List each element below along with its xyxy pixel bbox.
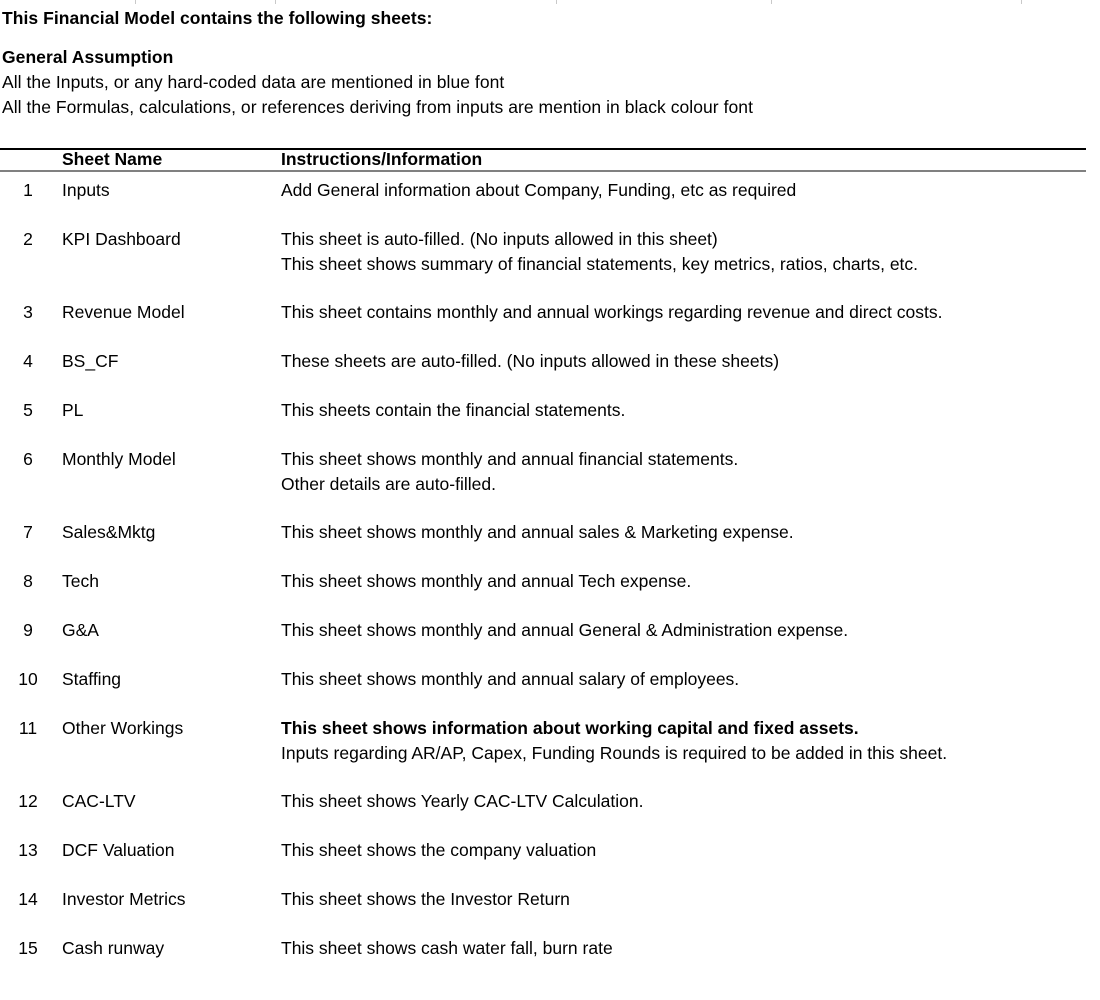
- instructions-cell: [281, 398, 625, 423]
- table-row: [0, 520, 1100, 569]
- assumption-line-formulas: All the Formulas, calculations, or references deriving from inputs are mention in black colour font: [2, 97, 753, 117]
- instructions-line-primary: This sheet shows cash water fall, burn rate: [281, 938, 613, 958]
- sheet-name-cell: Sales&Mktg: [62, 522, 156, 542]
- row-number: 12: [18, 791, 38, 811]
- instructions-line-primary: This sheet shows the Investor Return: [281, 889, 570, 909]
- sheet-name-cell: BS_CF: [62, 351, 119, 371]
- instructions-cell: [281, 227, 918, 277]
- instructions-line-primary: This sheet shows information about working capital and fixed assets.: [281, 718, 859, 738]
- row-number: 5: [23, 400, 33, 420]
- instructions-cell: [281, 520, 794, 545]
- sheet-name-cell: Monthly Model: [62, 449, 176, 469]
- sheet-name-cell: Cash runway: [62, 938, 165, 958]
- table-row: [0, 936, 1100, 985]
- table-row: [0, 838, 1100, 887]
- instructions-cell: [281, 887, 570, 912]
- intro-block: [2, 6, 1092, 120]
- instructions-cell: [281, 936, 613, 961]
- sheet-name-cell: CAC-LTV: [62, 791, 136, 811]
- instructions-cell: [281, 618, 848, 643]
- instructions-line-secondary: This sheet shows summary of financial statements, key metrics, ratios, charts, etc.: [281, 254, 919, 274]
- instructions-line-primary: This sheet shows monthly and annual financial statements.: [281, 449, 739, 469]
- row-number: 15: [18, 938, 38, 958]
- spreadsheet-gridline-ticks: [0, 0, 1100, 4]
- sheet-name-cell: DCF Valuation: [62, 840, 175, 860]
- row-number: 1: [23, 180, 33, 200]
- table-body: [0, 172, 1100, 985]
- row-number: 4: [23, 351, 33, 371]
- column-header-instructions: Instructions/Information: [281, 149, 483, 169]
- row-number: 9: [23, 620, 33, 640]
- row-number: 10: [18, 669, 38, 689]
- sheet-name-cell: Other Workings: [62, 718, 184, 738]
- instructions-line-primary: This sheet contains monthly and annual workings regarding revenue and direct costs.: [281, 302, 943, 322]
- assumption-line-inputs: All the Inputs, or any hard-coded data are mentioned in blue font: [2, 72, 505, 92]
- instructions-line-primary: This sheets contain the financial statements.: [281, 400, 626, 420]
- instructions-cell: [281, 667, 739, 692]
- instructions-cell: [281, 178, 796, 203]
- table-row: [0, 447, 1100, 520]
- instructions-line-primary: Add General information about Company, Funding, etc as required: [281, 180, 797, 200]
- sheet-name-cell: Revenue Model: [62, 302, 185, 322]
- page-title: This Financial Model contains the following sheets:: [2, 8, 433, 28]
- instructions-line-primary: This sheet shows monthly and annual salary of employees.: [281, 669, 740, 689]
- table-row: [0, 227, 1100, 300]
- row-number: 14: [18, 889, 38, 909]
- instructions-line-secondary: Inputs regarding AR/AP, Capex, Funding Rounds is required to be added in this sheet.: [281, 743, 948, 763]
- instructions-line-primary: This sheet shows monthly and annual Tech expense.: [281, 571, 692, 591]
- instructions-cell: [281, 300, 943, 325]
- table-row: [0, 569, 1100, 618]
- instructions-cell: [281, 716, 947, 766]
- table-row: [0, 716, 1100, 789]
- sheet-name-cell: PL: [62, 400, 84, 420]
- table-row: [0, 178, 1100, 227]
- instructions-line-secondary: Other details are auto-filled.: [281, 474, 496, 494]
- table-header-row: [0, 150, 1100, 170]
- table-row: [0, 349, 1100, 398]
- table-row: [0, 667, 1100, 716]
- table-row: [0, 398, 1100, 447]
- row-number: 7: [23, 522, 33, 542]
- table-row: [0, 789, 1100, 838]
- sheet-name-cell: KPI Dashboard: [62, 229, 181, 249]
- row-number: 8: [23, 571, 33, 591]
- row-number: 13: [18, 840, 38, 860]
- instructions-line-primary: These sheets are auto-filled. (No inputs allowed in these sheets): [281, 351, 780, 371]
- table-row: [0, 618, 1100, 667]
- row-number: 6: [23, 449, 33, 469]
- sheet-name-cell: Inputs: [62, 180, 110, 200]
- instructions-line-primary: This sheet shows monthly and annual General & Administration expense.: [281, 620, 849, 640]
- sheet-index-table: [0, 148, 1100, 985]
- instructions-line-primary: This sheet shows monthly and annual sales & Marketing expense.: [281, 522, 794, 542]
- table-row: [0, 300, 1100, 349]
- instructions-cell: [281, 349, 779, 374]
- instructions-line-primary: This sheet is auto-filled. (No inputs allowed in this sheet): [281, 229, 718, 249]
- instructions-line-primary: This sheet shows the company valuation: [281, 840, 597, 860]
- instructions-cell: [281, 789, 643, 814]
- instructions-line-primary: This sheet shows Yearly CAC-LTV Calculation.: [281, 791, 644, 811]
- sheet-name-cell: G&A: [62, 620, 99, 640]
- intro-spacer: [2, 31, 1092, 45]
- instructions-cell: [281, 569, 691, 594]
- row-number: 11: [18, 718, 38, 738]
- general-assumption-heading: General Assumption: [2, 47, 174, 67]
- instructions-cell: [281, 838, 596, 863]
- sheet-name-cell: Staffing: [62, 669, 122, 689]
- row-number: 2: [23, 229, 33, 249]
- sheet-name-cell: Tech: [62, 571, 99, 591]
- table-row: [0, 887, 1100, 936]
- row-number: 3: [23, 302, 33, 322]
- sheet-name-cell: Investor Metrics: [62, 889, 186, 909]
- column-header-sheet-name: Sheet Name: [62, 149, 163, 169]
- instructions-cell: [281, 447, 738, 497]
